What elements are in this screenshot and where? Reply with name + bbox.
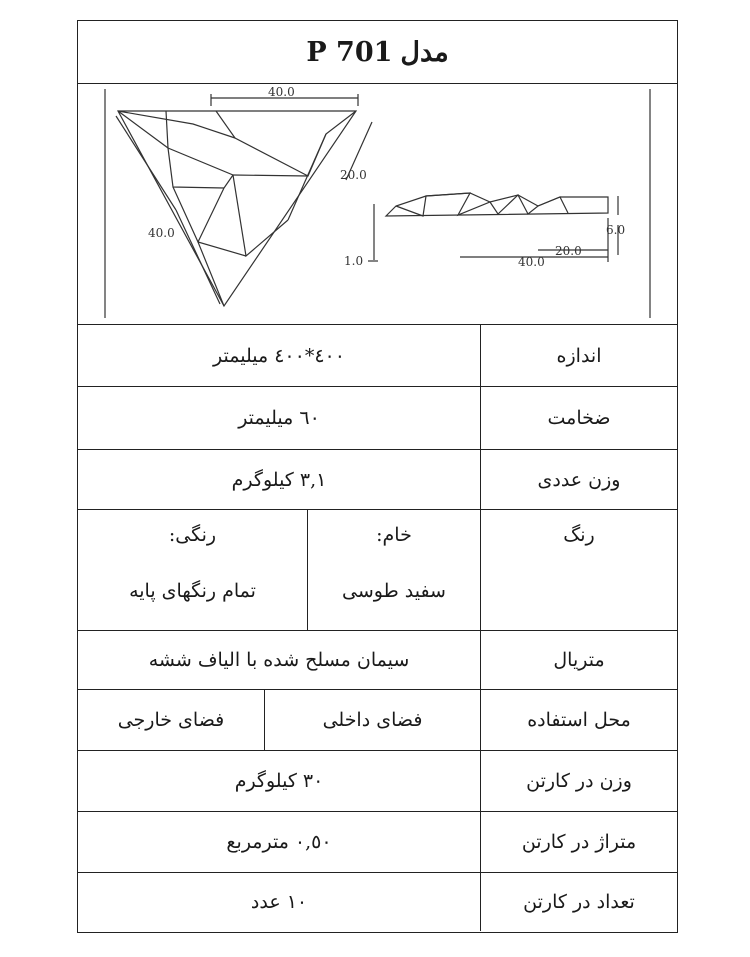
thickness-row [78, 387, 677, 450]
facet-line-1 [166, 111, 233, 188]
carton-weight-row [78, 751, 677, 812]
model-code: P 701 [306, 36, 393, 68]
carton-area-row [78, 812, 677, 873]
tile-outline [118, 111, 356, 306]
unit-weight-label: وزن عددی [480, 450, 677, 509]
carton-count-row [78, 873, 677, 931]
facet-line-5 [173, 187, 246, 256]
size-value: ٤٠٠*٤٠٠ میلیمتر [213, 344, 345, 367]
raw-color-value: سفید طوسی [342, 580, 446, 602]
facet-line-3 [216, 111, 308, 176]
facet-line-6 [198, 188, 224, 306]
dim-bottom-long-label: 40.0 [518, 255, 545, 269]
drawing-svg [78, 84, 676, 323]
outdoor-cell: فضای خارجی [78, 690, 265, 750]
thickness-label: ضخامت [480, 387, 677, 449]
colored-value: تمام رنگهای پایه [129, 580, 256, 602]
size-row [78, 325, 677, 387]
technical-drawing [78, 84, 677, 325]
raw-color-heading: خام: [376, 524, 412, 546]
carton-count-label: تعداد در کارتن [480, 873, 677, 931]
facet-line-7 [233, 175, 288, 256]
material-label: متریال [480, 631, 677, 689]
dim-bottom-short-label: 20.0 [555, 244, 582, 258]
size-label: اندازه [480, 325, 677, 386]
carton-weight-label: وزن در کارتن [480, 751, 677, 811]
title-prefix: مدل [400, 36, 449, 68]
carton-area-value: ٠,٥٠ مترمربع [226, 831, 332, 853]
dim-left-label: 40.0 [148, 226, 175, 240]
color-label: رنگ [480, 510, 677, 630]
dim-side-label: 20.0 [340, 168, 367, 182]
indoor-cell: فضای داخلی [322, 709, 423, 731]
thickness-value: ٦٠ میلیمتر [238, 407, 320, 429]
facet-line-2 [233, 111, 356, 176]
facet-line-9 [288, 134, 326, 220]
colored-cell [78, 510, 307, 630]
material-row [78, 631, 677, 690]
unit-weight-value: ٣,١ کیلوگرم [231, 468, 327, 491]
carton-weight-value: ٣٠ کیلوگرم [234, 770, 324, 792]
usage-label: محل استفاده [480, 690, 677, 750]
raw-color-cell [307, 510, 480, 630]
profile-facets [396, 193, 568, 216]
colored-heading: رنگی: [168, 524, 217, 546]
unit-weight-row [78, 450, 677, 510]
dim-top-label: 40.0 [268, 85, 295, 99]
carton-count-value: ١٠ عدد [250, 891, 308, 913]
title-row [78, 21, 677, 84]
spec-sheet [77, 20, 678, 933]
dim-thickness-label: 6.0 [606, 223, 626, 237]
carton-area-label: متراژ در کارتن [480, 812, 677, 872]
usage-row [78, 690, 677, 751]
material-value: سیمان مسلح شده با الیاف ششه [148, 649, 410, 671]
dim-base-label: 1.0 [344, 254, 364, 268]
color-row [78, 510, 677, 631]
